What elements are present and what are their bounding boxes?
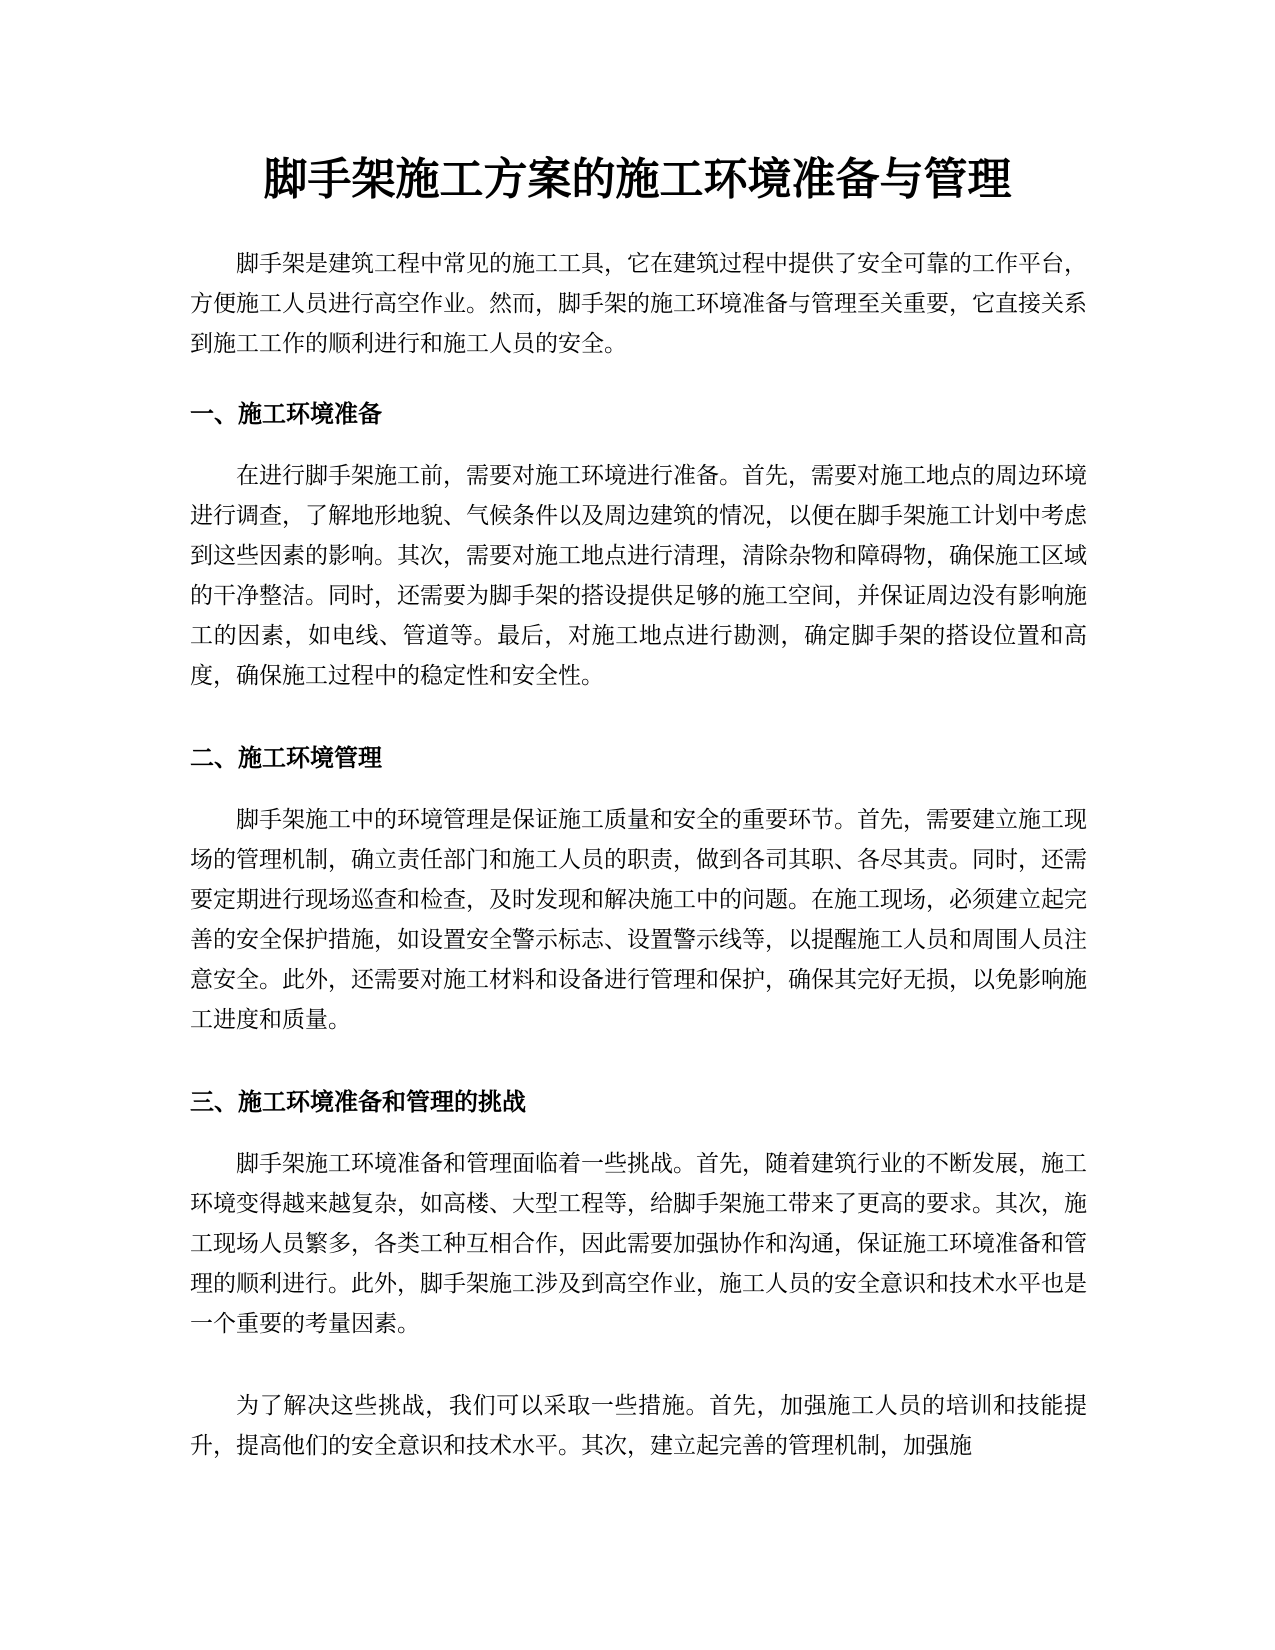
section-paragraph: 为了解决这些挑战，我们可以采取一些措施。首先，加强施工人员的培训和技能提升，提高他们的安全意识和技术水平。其次，建立起完善的管理机制，加强施	[190, 1393, 1087, 1459]
section-paragraph: 在进行脚手架施工前，需要对施工环境进行准备。首先，需要对施工地点的周边环境进行调查，了解地形地貌、气候条件以及周边建筑的情况，以便在脚手架施工计划中考虑到这些因素的影响。其次，需要对施工地点进行清理，清除杂物和障碍物，确保施工区域的干净整洁。同时，还需要为脚手架的搭设提供足够的施工空间，并保证周边没有影响施工的因素，如电线、管道等。最后，对施工地点进行勘测，确定脚手架的搭设位置和高度，确保施工过程中的稳定性和安全性。	[190, 463, 1087, 689]
intro-paragraph: 脚手架是建筑工程中常见的施工工具，它在建筑过程中提供了安全可靠的工作平台，方便施工人员进行高空作业。然而，脚手架的施工环境准备与管理至关重要，它直接关系到施工工作的顺利进行和施工人员的安全。	[190, 251, 1087, 357]
section-paragraph: 脚手架施工中的环境管理是保证施工质量和安全的重要环节。首先，需要建立施工现场的管理机制，确立责任部门和施工人员的职责，做到各司其职、各尽其责。同时，还需要定期进行现场巡查和检查，及时发现和解决施工中的问题。在施工现场，必须建立起完善的安全保护措施，如设置安全警示标志、设置警示线等，以提醒施工人员和周围人员注意安全。此外，还需要对施工材料和设备进行管理和保护，确保其完好无损，以免影响施工进度和质量。	[190, 807, 1087, 1033]
section-heading-environment-preparation: 一、施工环境准备	[190, 400, 382, 428]
section-heading-challenges: 三、施工环境准备和管理的挑战	[190, 1088, 526, 1116]
section-heading-environment-management: 二、施工环境管理	[190, 744, 382, 772]
section-paragraph: 脚手架施工环境准备和管理面临着一些挑战。首先，随着建筑行业的不断发展，施工环境变得越来越复杂，如高楼、大型工程等，给脚手架施工带来了更高的要求。其次，施工现场人员繁多，各类工种互相合作，因此需要加强协作和沟通，保证施工环境准备和管理的顺利进行。此外，脚手架施工涉及到高空作业，施工人员的安全意识和技术水平也是一个重要的考量因素。	[190, 1151, 1087, 1337]
page-title: 脚手架施工方案的施工环境准备与管理	[263, 154, 1012, 205]
